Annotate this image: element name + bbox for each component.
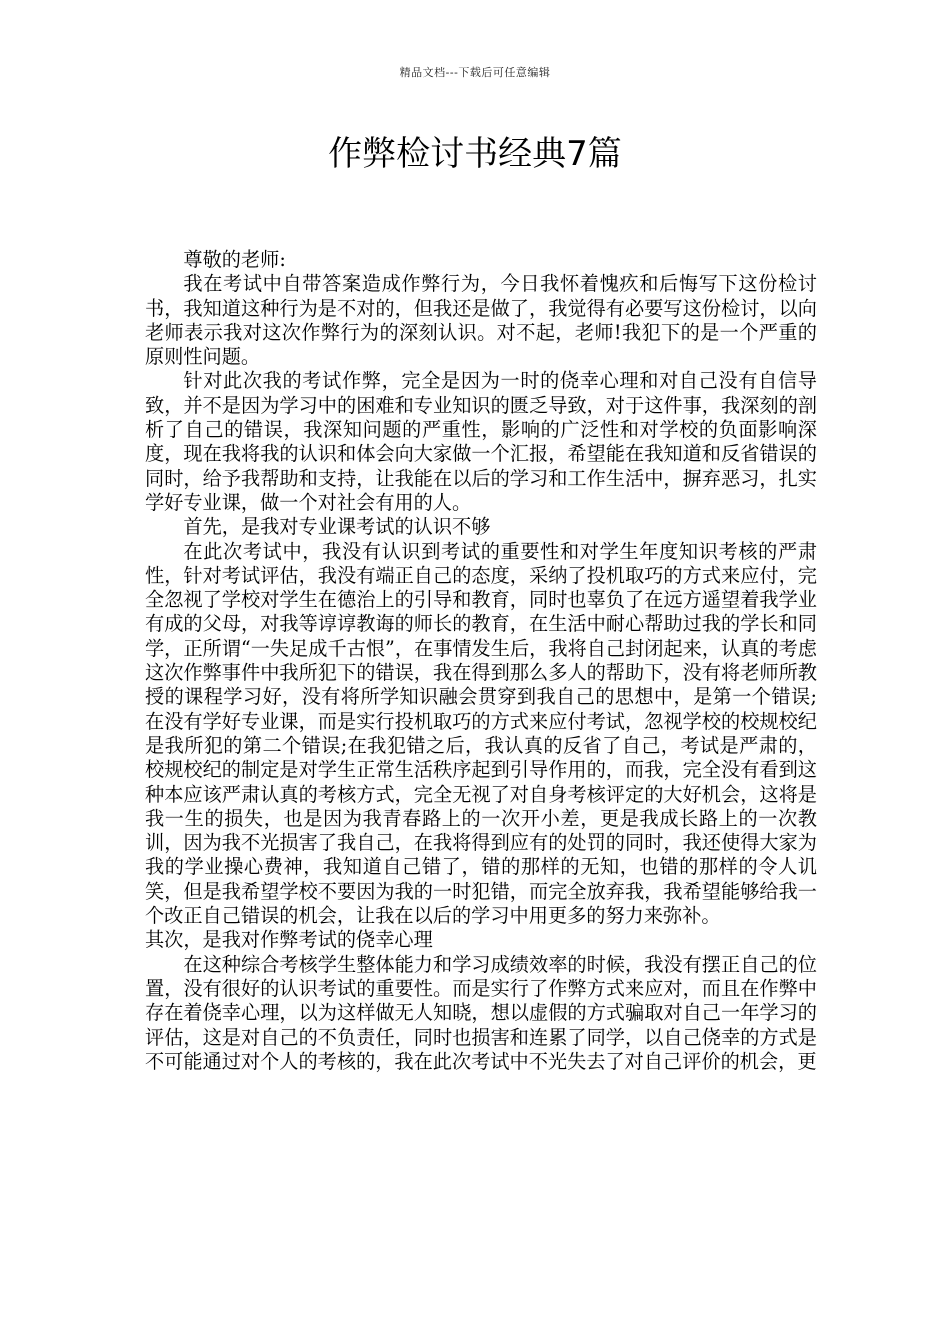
document-body [145, 248, 817, 1074]
paragraph: 在这种综合考核学生整体能力和学习成绩效率的时候，我没有摆正自己的位置，没有很好的认识考试的重要性。而是实行了作弊方式来应对，而且在作弊中存在着侥幸心理，以为这样做无人知晓，想以虚假的方式骗取对自己一年学习的评估，这是对自己的不负责任，同时也损害和连累了同学，以自己侥幸的方式是不可能通过对个人的考核的，我在此次考试中不光失去了对自己评价的机会，更 [145, 952, 817, 1073]
paragraph: 在此次考试中，我没有认识到考试的重要性和对学生年度知识考核的严肃性，针对考试评估，我没有端正自己的态度，采纳了投机取巧的方式来应付，完全忽视了学校对学生在德治上的引导和教育，同时也辜负了在远方遥望着我学业有成的父母，对我等谆谆教诲的师长的教育，在生活中耐心帮助过我的学长和同学，正所谓“一失足成千古恨”，在事情发生后，我将自己封闭起来，认真的考虑这次作弊事件中我所犯下的错误，我在得到那么多人的帮助下，没有将老师所教授的课程学习好，没有将所学知识融会贯穿到我自己的思想中，是第一个错误;在没有学好专业课，而是实行投机取巧的方式来应付考试，忽视学校的校规校纪是我所犯的第二个错误;在我犯错之后，我认真的反省了自己，考试是严肃的，校规校纪的制定是对学生正常生活秩序起到引导作用的，而我，完全没有看到这种本应该严肃认真的考核方式，完全无视了对自身考核评定的大好机会，这将是我一生的损失，也是因为我青春路上的一次开小差，更是我成长路上的一次教训，因为我不光损害了我自己，在我将得到应有的处罚的同时，我还使得大家为我的学业操心费神，我知道自己错了，错的那样的无知，也错的那样的令人讥笑，但是我希望学校不要因为我的一时犯错，而完全放弃我，我希望能够给我一个改正自己错误的机会，让我在以后的学习中用更多的努力来弥补。 [145, 539, 817, 928]
section-heading: 首先，是我对专业课考试的认识不够 [183, 515, 491, 539]
section-heading: 其次，是我对作弊考试的侥幸心理 [145, 928, 433, 952]
header-note: 精品文档---下载后可任意编辑 [399, 66, 551, 79]
document-title: 作弊检讨书经典7篇 [328, 134, 622, 174]
paragraph: 我在考试中自带答案造成作弊行为，今日我怀着愧疚和后悔写下这份检讨书，我知道这种行为是不对的，但我还是做了，我觉得有必要写这份检讨，以向老师表示我对这次作弊行为的深刻认识。对不起，老师!我犯下的是一个严重的原则性问题。 [145, 272, 817, 369]
salutation: 尊敬的老师: [183, 248, 286, 271]
paragraph: 针对此次我的考试作弊，完全是因为一时的侥幸心理和对自己没有自信导致，并不是因为学习中的困难和专业知识的匮乏导致，对于这件事，我深刻的剖析了自己的错误，我深知问题的严重性，影响的广泛性和对学校的负面影响深度，现在我将我的认识和体会向大家做一个汇报，希望能在我知道和反省错误的同时，给予我帮助和支持，让我能在以后的学习和工作生活中，摒弃恶习，扎实学好专业课，做一个对社会有用的人。 [145, 369, 817, 514]
